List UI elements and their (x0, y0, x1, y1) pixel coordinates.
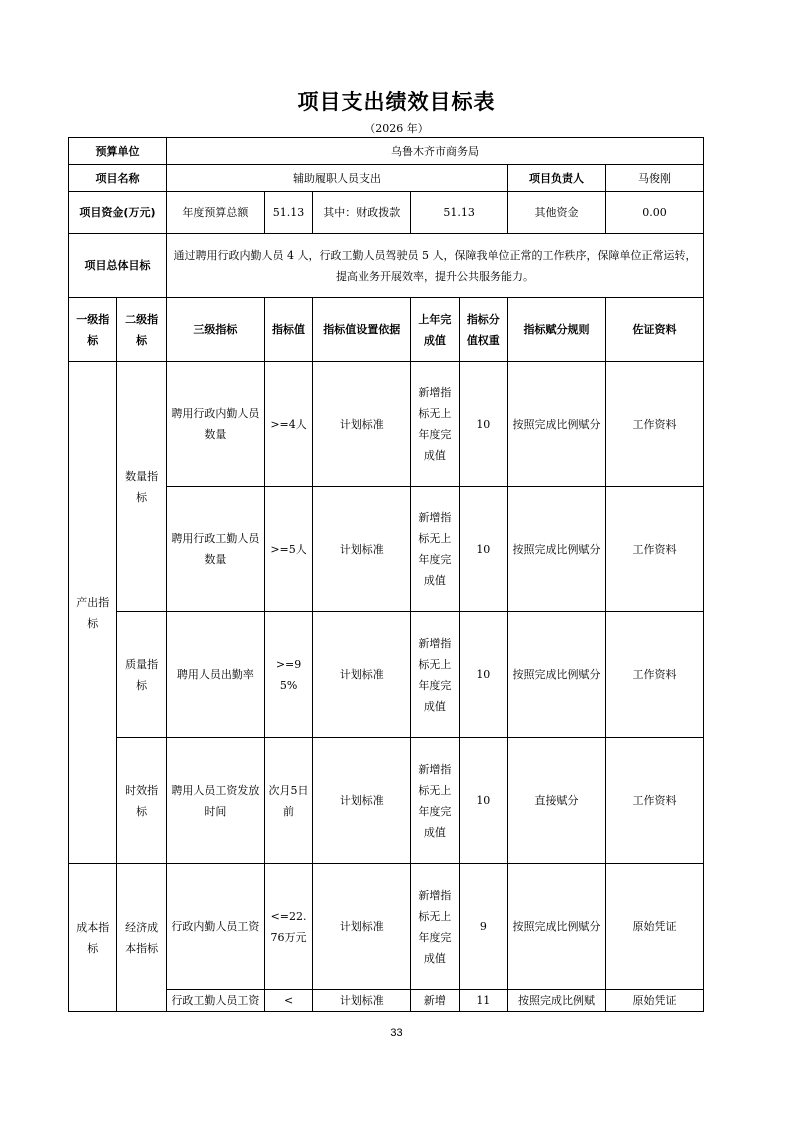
row-rule: 按照完成比例赋分 (508, 612, 606, 738)
row-l3: 聘用人员出勤率 (166, 612, 264, 738)
row-last: 新增指标无上年度完成值 (411, 362, 459, 487)
table-row (69, 864, 704, 990)
annual-budget-value: 51.13 (264, 192, 312, 234)
row-value: 次月5日前 (264, 738, 312, 864)
row-l3: 聘用行政工勤人员数量 (166, 487, 264, 612)
group-quality: 质量指标 (117, 612, 167, 738)
row-evidence: 工作资料 (605, 612, 703, 738)
group-timeliness: 时效指标 (117, 738, 167, 864)
row-weight: 11 (459, 990, 507, 1012)
goal-label: 项目总体目标 (69, 234, 167, 298)
page-title: 项目支出绩效目标表 (297, 90, 496, 114)
table-row (69, 138, 704, 165)
year-label: （2026 年） (364, 122, 429, 135)
row-value: < (264, 990, 312, 1012)
group-quantity: 数量指标 (117, 362, 167, 612)
row-l3: 聘用行政内勤人员数量 (166, 362, 264, 487)
project-name-label: 项目名称 (69, 165, 167, 192)
goal-text: 通过聘用行政内勤人员 4 人，行政工勤人员驾驶员 5 人，保障我单位正常的工作秩序，保障单位正常运转，提高业务开展效率，提升公共服务能力。 (166, 234, 703, 298)
funds-label: 项目资金(万元) (69, 192, 167, 234)
row-basis: 计划标准 (313, 612, 411, 738)
other-label: 其他资金 (508, 192, 606, 234)
group-output: 产出指标 (69, 362, 117, 864)
row-l3: 聘用人员工资发放时间 (166, 738, 264, 864)
row-last: 新增指标无上年度完成值 (411, 612, 459, 738)
row-last: 新增指标无上年度完成值 (411, 487, 459, 612)
row-weight: 10 (459, 487, 507, 612)
annual-budget-label: 年度预算总额 (166, 192, 264, 234)
header-level3: 三级指标 (166, 298, 264, 362)
row-weight: 10 (459, 612, 507, 738)
table-row (69, 362, 704, 487)
header-basis: 指标值设置依据 (313, 298, 411, 362)
row-rule: 按照完成比例赋 (508, 990, 606, 1012)
header-row (69, 298, 704, 362)
header-weight: 指标分值权重 (459, 298, 507, 362)
table-row (69, 234, 704, 298)
row-weight: 10 (459, 738, 507, 864)
row-evidence: 原始凭证 (605, 990, 703, 1012)
row-last: 新增指标无上年度完成值 (411, 738, 459, 864)
other-value: 0.00 (605, 192, 703, 234)
header-evidence: 佐证资料 (605, 298, 703, 362)
group-cost: 成本指标 (69, 864, 117, 1012)
person-value: 马俊刚 (605, 165, 703, 192)
row-weight: 10 (459, 362, 507, 487)
header-level2: 二级指标 (117, 298, 167, 362)
header-value: 指标值 (264, 298, 312, 362)
row-value: >=5人 (264, 487, 312, 612)
row-evidence: 工作资料 (605, 487, 703, 612)
row-rule: 按照完成比例赋分 (508, 487, 606, 612)
row-value: >=95% (264, 612, 312, 738)
row-evidence: 工作资料 (605, 738, 703, 864)
table-row (69, 738, 704, 864)
row-last: 新增指标无上年度完成值 (411, 864, 459, 990)
unit-label: 预算单位 (69, 138, 167, 165)
row-rule: 直接赋分 (508, 738, 606, 864)
fiscal-value: 51.13 (411, 192, 508, 234)
row-basis: 计划标准 (313, 990, 411, 1012)
table-row (69, 192, 704, 234)
row-value: >=4人 (264, 362, 312, 487)
row-rule: 按照完成比例赋分 (508, 362, 606, 487)
page-number: 33 (390, 1027, 403, 1039)
row-basis: 计划标准 (313, 362, 411, 487)
header-level1: 一级指标 (69, 298, 117, 362)
table-row (69, 612, 704, 738)
header-rule: 指标赋分规则 (508, 298, 606, 362)
fiscal-label: 其中：财政拨款 (313, 192, 411, 234)
person-label: 项目负责人 (508, 165, 606, 192)
row-l3: 行政工勤人员工资 (166, 990, 264, 1012)
row-weight: 9 (459, 864, 507, 990)
group-economic: 经济成本指标 (117, 864, 167, 1012)
row-last: 新增 (411, 990, 459, 1012)
row-evidence: 原始凭证 (605, 864, 703, 990)
row-l3: 行政内勤人员工资 (166, 864, 264, 990)
row-rule: 按照完成比例赋分 (508, 864, 606, 990)
row-basis: 计划标准 (313, 738, 411, 864)
header-last-year: 上年完成值 (411, 298, 459, 362)
row-evidence: 工作资料 (605, 362, 703, 487)
project-name-value: 辅助履职人员支出 (166, 165, 507, 192)
row-value: <=22.76万元 (264, 864, 312, 990)
unit-value: 乌鲁木齐市商务局 (166, 138, 703, 165)
performance-table (68, 137, 704, 1012)
row-basis: 计划标准 (313, 864, 411, 990)
row-basis: 计划标准 (313, 487, 411, 612)
table-row (69, 165, 704, 192)
